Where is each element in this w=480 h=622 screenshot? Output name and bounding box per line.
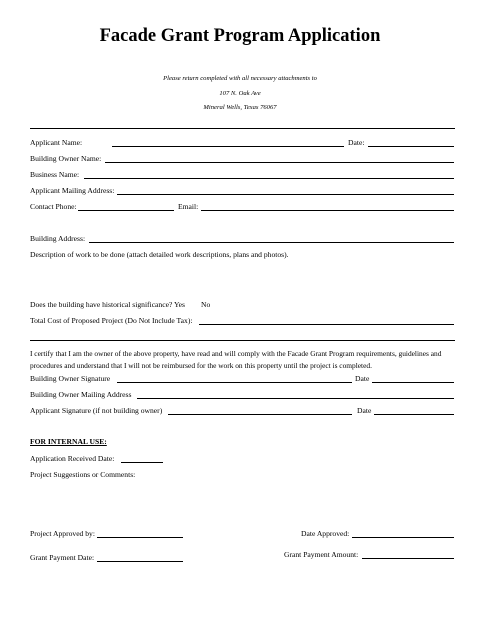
contact-phone-label: Contact Phone: [30, 202, 77, 211]
building-owner-name-label: Building Owner Name: [30, 154, 102, 163]
owner-mailing-address-label: Building Owner Mailing Address [30, 390, 132, 399]
building-owner-name-field[interactable] [105, 162, 454, 163]
date-label: Date: [348, 138, 365, 147]
approved-by-label: Project Approved by: [30, 529, 95, 538]
date-approved-label: Date Approved: [301, 529, 350, 538]
owner-signature-date-label: Date [355, 374, 370, 383]
owner-signature-label: Building Owner Signature [30, 374, 111, 383]
business-name-label: Business Name: [30, 170, 80, 179]
owner-signature-date-field[interactable] [372, 382, 454, 383]
payment-date-field[interactable] [97, 561, 183, 562]
applicant-name-field[interactable] [112, 146, 344, 147]
owner-signature-field[interactable] [117, 382, 352, 383]
return-address-street: 107 N. Oak Ave [219, 90, 261, 97]
mailing-address-label: Applicant Mailing Address: [30, 186, 115, 195]
received-date-label: Application Received Date: [30, 454, 115, 463]
date-approved-field[interactable] [352, 537, 454, 538]
return-instructions: Please return completed with all necessary attachments to [163, 75, 317, 82]
applicant-signature-date-label: Date [357, 406, 372, 415]
email-field[interactable] [201, 210, 454, 211]
date-field[interactable] [368, 146, 454, 147]
total-cost-field[interactable] [199, 324, 454, 325]
historical-no-option[interactable]: No [201, 300, 211, 309]
form-title: Facade Grant Program Application [99, 26, 381, 46]
contact-phone-field[interactable] [78, 210, 174, 211]
section-divider [30, 340, 455, 341]
applicant-signature-label: Applicant Signature (if not building owner) [30, 406, 163, 415]
mailing-address-field[interactable] [117, 194, 454, 195]
return-address-city: Mineral Wells, Texas 76067 [203, 104, 277, 111]
owner-mailing-address-field[interactable] [137, 398, 454, 399]
email-label: Email: [178, 202, 199, 211]
suggestions-label: Project Suggestions or Comments: [30, 470, 136, 479]
received-date-field[interactable] [121, 462, 163, 463]
applicant-signature-field[interactable] [168, 414, 352, 415]
building-address-label: Building Address: [30, 234, 86, 243]
applicant-signature-date-field[interactable] [374, 414, 454, 415]
applicant-name-label: Applicant Name: [30, 138, 83, 147]
approved-by-field[interactable] [97, 537, 183, 538]
payment-amount-field[interactable] [362, 558, 454, 559]
total-cost-label: Total Cost of Proposed Project (Do Not Include Tax): [30, 316, 193, 325]
certification-statement: I certify that I am the owner of the above property, have read and will comply with the Facade Grant Program requirements, guidelines and procedures and understand that I will not be reimbursed for the work on this property until the project is completed. [30, 349, 442, 370]
internal-use-heading: FOR INTERNAL USE: [30, 437, 107, 446]
historical-significance-label: Does the building have historical significance? Yes [30, 300, 186, 309]
payment-date-label: Grant Payment Date: [30, 553, 95, 562]
payment-amount-label: Grant Payment Amount: [284, 550, 359, 559]
section-divider [30, 128, 455, 129]
business-name-field[interactable] [84, 178, 454, 179]
work-description-label: Description of work to be done (attach detailed work descriptions, plans and photos). [30, 250, 289, 259]
building-address-field[interactable] [89, 242, 454, 243]
